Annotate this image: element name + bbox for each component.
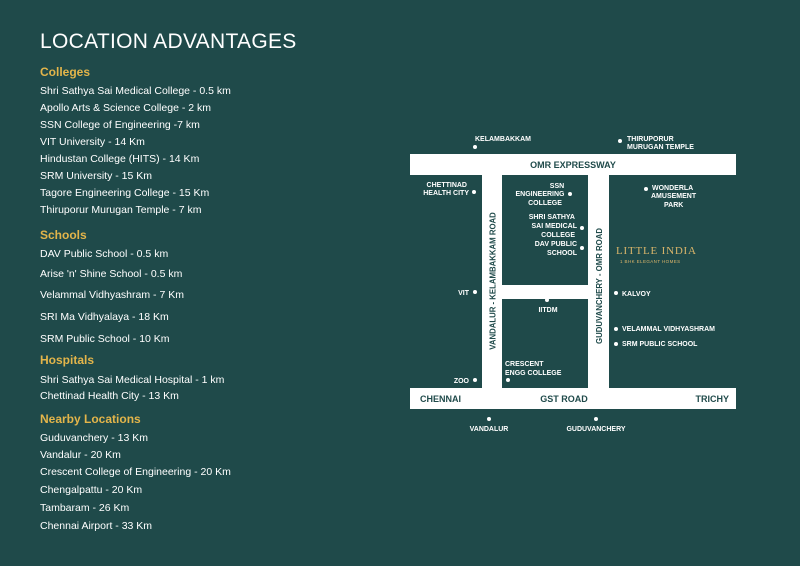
wonderla-label-3: PARK (664, 202, 684, 209)
list-item: SRM Public School - 10 Km (40, 333, 170, 345)
wonderla-dot (644, 187, 648, 191)
chennai-label: CHENNAI (420, 394, 462, 404)
ssn-label-3: COLLEGE (528, 200, 562, 207)
dav-dot (580, 246, 584, 250)
chettinad-label-2: HEALTH CITY (423, 190, 469, 197)
project-logo-name: LITTLE INDIA (616, 245, 697, 257)
dav-label-2: SCHOOL (547, 250, 577, 257)
sathya-sai-label-3: COLLEGE (541, 232, 575, 239)
list-item: Shri Sathya Sai Medical Hospital - 1 km (40, 374, 225, 386)
trichy-label: TRICHY (695, 394, 729, 404)
velammal-dot (614, 327, 618, 331)
kelambakkam-dot (473, 145, 477, 149)
chettinad-label-1: CHETTINAD (426, 182, 467, 189)
zoo-dot (473, 378, 477, 382)
thiruporur-label-2: MURUGAN TEMPLE (627, 144, 694, 151)
wonderla-label-2: AMUSEMENT (651, 193, 697, 200)
kalvoy-dot (614, 291, 618, 295)
ssn-label-2: ENGINEERING (515, 191, 565, 198)
srm-school-dot (614, 342, 618, 346)
sathya-sai-label-1: SHRI SATHYA (528, 214, 575, 221)
list-item: Thiruporur Murugan Temple - 7 km (40, 204, 202, 216)
vandalur-kelambakkam-label: VANDALUR - KELAMBAKKAM ROAD (488, 212, 498, 350)
nearby-title: Nearby Locations (40, 412, 141, 426)
crescent-label-2: ENGG COLLEGE (505, 370, 562, 377)
thiruporur-label-1: THIRUPORUR (627, 136, 674, 143)
ssn-dot (568, 192, 572, 196)
crescent-label-1: CRESCENT (505, 361, 544, 368)
omr-expressway-label: OMR EXPRESSWAY (530, 160, 616, 170)
guduvanchery-omr-label: GUDUVANCHERY - OMR ROAD (595, 228, 604, 344)
list-item: Tagore Engineering College - 15 Km (40, 187, 210, 199)
list-item: DAV Public School - 0.5 km (40, 248, 169, 260)
schools-title: Schools (40, 228, 87, 242)
list-item: SRM University - 15 Km (40, 170, 153, 182)
zoo-label: ZOO (453, 378, 469, 385)
thiruporur-dot (618, 139, 622, 143)
list-item: Vandalur - 20 Km (40, 449, 121, 461)
list-item: SSN College of Engineering -7 km (40, 119, 200, 131)
vit-label: VIT (458, 290, 469, 297)
list-item: Crescent College of Engineering - 20 Km (40, 466, 231, 478)
crescent-dot (506, 378, 510, 382)
vandalur-dot (487, 417, 491, 421)
list-item: Velammal Vidhyashram - 7 Km (40, 289, 184, 301)
list-item: Apollo Arts & Science College - 2 km (40, 102, 211, 114)
sathya-sai-label-2: SAI MEDICAL (531, 223, 577, 230)
colleges-title: Colleges (40, 65, 91, 79)
list-item: Tambaram - 26 Km (40, 502, 130, 514)
wonderla-label-1: WONDERLA (652, 185, 694, 192)
iitdm-dot (545, 298, 549, 302)
list-item: Guduvanchery - 13 Km (40, 432, 148, 444)
connector-road (502, 285, 588, 299)
guduvanchery-dot (594, 417, 598, 421)
hospitals-title: Hospitals (40, 353, 95, 367)
srm-school-label: SRM PUBLIC SCHOOL (622, 341, 698, 348)
dav-label-1: DAV PUBLIC (534, 241, 577, 248)
velammal-label: VELAMMAL VIDHYASHRAM (622, 326, 715, 333)
iitdm-label: IITDM (538, 307, 558, 314)
list-item: Shri Sathya Sai Medical College - 0.5 km (40, 85, 231, 97)
guduvanchery-label: GUDUVANCHERY (566, 426, 626, 433)
kalvoy-label: KALVOY (622, 291, 651, 298)
list-item: SRI Ma Vidhyalaya - 18 Km (40, 311, 169, 323)
project-logo-tagline: 1 BHK ELEGANT HOMES (620, 259, 681, 264)
vandalur-label: VANDALUR (469, 426, 509, 433)
chettinad-dot (472, 190, 476, 194)
vit-dot (473, 290, 477, 294)
list-item: Arise 'n' Shine School - 0.5 km (40, 268, 183, 280)
list-item: Chengalpattu - 20 Km (40, 484, 143, 496)
list-item: Chennai Airport - 33 Km (40, 520, 153, 532)
sathya-sai-dot (580, 226, 584, 230)
ssn-label-1: SSN (549, 183, 565, 190)
kelambakkam-label: KELAMBAKKAM (475, 136, 531, 143)
list-item: Chettinad Health City - 13 Km (40, 390, 179, 402)
list-item: VIT University - 14 Km (40, 136, 145, 148)
page-title: LOCATION ADVANTAGES (40, 30, 297, 53)
list-item: Hindustan College (HITS) - 14 Km (40, 153, 200, 165)
gst-road-label: GST ROAD (540, 394, 588, 404)
